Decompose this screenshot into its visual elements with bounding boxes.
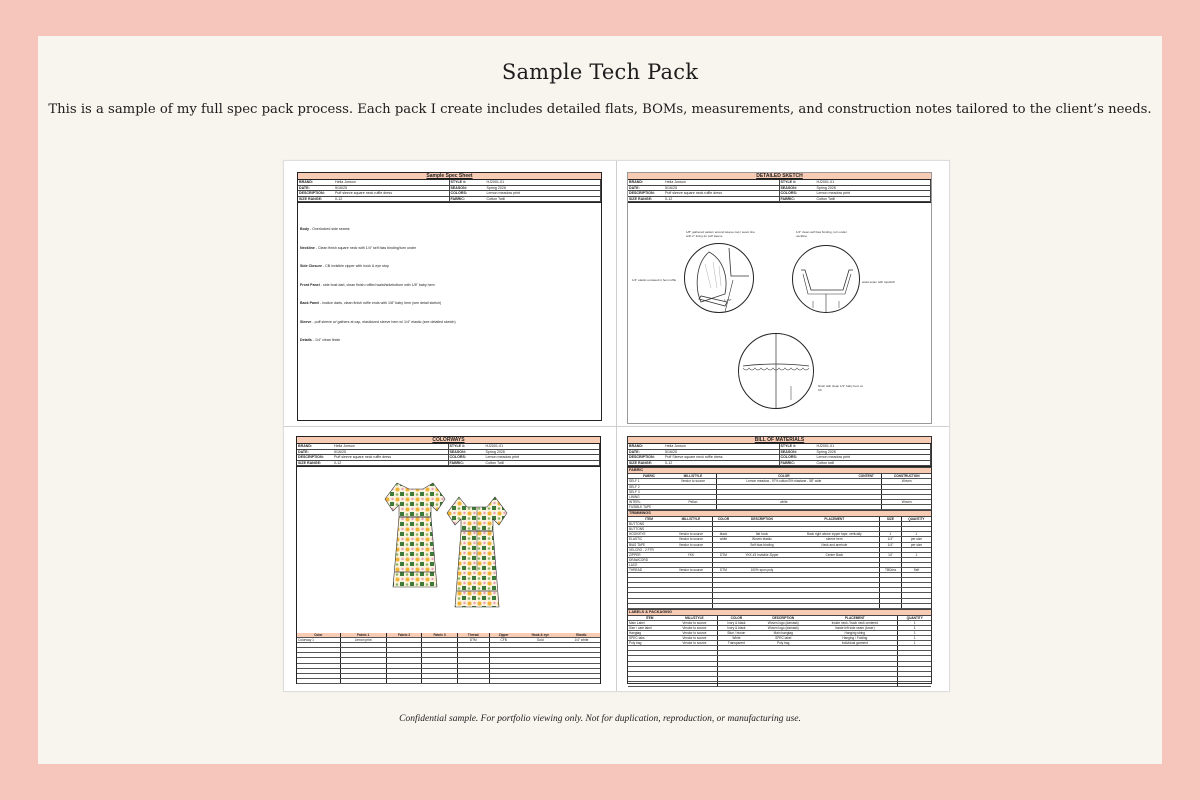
table-cell — [518, 678, 563, 683]
info-cell — [780, 461, 932, 467]
column-header: Fabric 1 — [340, 633, 386, 638]
info-label: SIZE RANGE: — [298, 460, 322, 465]
table-cell: Woven elastic — [734, 537, 789, 542]
intro-text: This is a sample of my full spec pack process. Each pack I create includes detailed flats, BOMs, measurements, and construction notes tailored to the client’s needs. — [48, 102, 1152, 117]
column-header: Hook & eye — [518, 633, 563, 638]
column-header: PLACEMENT — [812, 616, 898, 621]
info-value: Spring 2026 — [816, 449, 836, 454]
bom-title: BILL OF MATERIALS — [628, 437, 931, 444]
note-label: Side Closure — [300, 264, 322, 269]
table-cell: SPEC label — [754, 636, 812, 641]
info-label: DATE: — [629, 185, 640, 190]
table-cell — [489, 678, 518, 683]
info-value: Puff sleeve square neck ruffle dress — [335, 191, 392, 196]
info-cell — [780, 197, 932, 203]
info-label: FABRIC: — [449, 460, 465, 465]
info-value: 5/16/25 — [665, 449, 677, 454]
table-cell — [670, 603, 712, 608]
table-cell: LACE — [628, 562, 670, 567]
info-label: COLORS: — [450, 191, 468, 196]
info-label: COLORS: — [780, 455, 798, 460]
dress-back-illustration — [437, 491, 517, 621]
info-label: DESCRIPTION: — [298, 455, 324, 460]
construction-note: Details - 1/4" clean finish — [300, 338, 341, 343]
column-header: QUANTITY — [898, 616, 931, 621]
table-cell: Vendor to source — [670, 532, 712, 537]
info-value: HJ2001-01 — [486, 180, 505, 184]
confidential-notice: Confidential sample. For portfolio viewing only. Not for duplication, reproduction, or manufacturing use. — [399, 714, 801, 724]
column-header: PLACEMENT — [790, 517, 880, 522]
info-value: Hella Jonson — [335, 180, 356, 184]
info-label: SEASON: — [450, 185, 467, 190]
spec-sheet-info — [298, 180, 601, 203]
info-value: Spring 2026 — [816, 185, 836, 190]
column-header: MILL/STYLE — [671, 616, 718, 621]
info-cell — [628, 461, 780, 467]
table-cell: 100% spun poly — [734, 567, 789, 572]
table-cell: Woven — [882, 499, 931, 504]
table-cell — [734, 603, 789, 608]
table-cell: LINING — [628, 494, 670, 499]
table-cell: ZIPPER — [628, 552, 670, 557]
info-label: BRAND: — [629, 444, 644, 448]
table-cell: Vendor to source — [671, 641, 718, 646]
table-cell: Poly bag — [754, 641, 812, 646]
info-cell — [628, 197, 780, 203]
table-cell: YKK #3 Invisible Zipper — [734, 552, 789, 557]
info-value: HJ2001-01 — [485, 444, 504, 448]
table-cell: Vendor to source — [671, 620, 718, 625]
bom-labels-table — [628, 616, 931, 687]
info-label: FABRIC: — [780, 460, 796, 465]
info-label: SIZE RANGE: — [629, 460, 653, 465]
info-label: STYLE #: — [780, 444, 797, 448]
table-cell: Back right above zipper tape, vertically — [790, 532, 880, 537]
info-label: BRAND: — [629, 180, 644, 184]
column-header: Fabric 3 — [422, 633, 458, 638]
callout-elastic: 1/4" elastic encased in hem ruffle — [632, 278, 677, 282]
table-cell: YKK — [670, 552, 712, 557]
info-label: COLORS: — [780, 191, 798, 196]
table-cell: Inside left side seam (lower) — [812, 625, 898, 630]
bom-fabric-section: FABRIC — [628, 467, 931, 474]
table-cell: Main Label — [628, 620, 671, 625]
table-cell — [297, 678, 340, 683]
table-cell: TBD/ea — [880, 567, 902, 572]
table-cell — [712, 603, 734, 608]
note-label: Details — [300, 338, 312, 343]
callout-waist-seam: waist seam with topstitch — [862, 280, 896, 284]
table-cell: white — [716, 499, 850, 504]
info-cell — [449, 461, 601, 467]
info-label: STYLE #: — [450, 180, 467, 184]
detailed-sketch-page — [617, 161, 949, 426]
table-cell: BUTTONS — [628, 522, 670, 527]
table-cell: BUTTONS — [628, 527, 670, 532]
table-cell — [340, 678, 386, 683]
info-value: Lemon meadow print — [486, 191, 521, 196]
column-header: Thread — [457, 633, 489, 638]
table-cell: Ivory & black — [718, 620, 754, 625]
table-cell — [671, 681, 718, 686]
table-cell: 1 — [898, 641, 931, 646]
column-header: ITEM — [628, 616, 671, 621]
info-label: SIZE RANGE: — [299, 196, 323, 201]
info-value: HJ2001-01 — [816, 180, 835, 184]
table-cell: flat hook — [734, 532, 789, 537]
bom-sheet — [627, 436, 932, 684]
info-label: SEASON: — [780, 185, 797, 190]
table-cell: 1/4" — [880, 542, 902, 547]
table-cell: Vendor to source — [671, 636, 718, 641]
info-value: Spring 2026 — [485, 449, 505, 454]
info-value: Hella Jonson — [665, 180, 686, 184]
column-header: QUANTITY — [901, 517, 931, 522]
table-cell: THREAD — [628, 567, 670, 572]
table-cell: HOOK/EYE — [628, 532, 670, 537]
column-header: MILL/STYLE — [670, 517, 712, 522]
table-cell: DTM — [457, 638, 489, 643]
table-cell — [812, 681, 898, 686]
tech-pack-preview — [283, 160, 950, 692]
sleeve-detail-circle — [684, 243, 754, 313]
table-cell: VELCRO - 2 FTR — [628, 547, 670, 552]
table-cell — [716, 504, 850, 509]
table-cell — [901, 603, 931, 608]
table-cell: Vendor to source — [670, 537, 712, 542]
column-header: DESCRIPTION — [754, 616, 812, 621]
neckline-detail-drawing — [793, 246, 859, 312]
column-header: COLOR — [716, 474, 850, 479]
table-cell: Colorway 1 — [297, 638, 340, 643]
table-cell — [898, 681, 931, 686]
table-cell — [718, 681, 754, 686]
construction-note: Front Panel - side bust dart, clean finish ruffled waist/sidebottom with 1/8" baby hem — [300, 282, 435, 287]
table-cell: INTERL. — [628, 499, 670, 504]
table-cell: 1 — [901, 552, 931, 557]
table-cell: Hangtag — [628, 631, 671, 636]
info-label: DESCRIPTION: — [299, 191, 325, 196]
table-cell — [628, 603, 670, 608]
table-cell: Center Back — [790, 552, 880, 557]
table-cell: Woven logo (damask) — [754, 620, 812, 625]
info-value: Hella Jonson — [665, 444, 686, 448]
table-cell: DTM — [712, 552, 734, 557]
info-label: COLORS: — [449, 455, 467, 460]
table-cell: Lemon print — [340, 638, 386, 643]
callout-measure: 1 1/2" — [724, 298, 732, 302]
table-cell: Vendor to source — [670, 542, 712, 547]
table-cell: Individual garment — [812, 641, 898, 646]
info-cell — [298, 197, 450, 203]
colorways-table-wrap — [297, 633, 600, 684]
column-header: DESCRIPTION — [734, 517, 789, 522]
table-cell: white — [712, 537, 734, 542]
info-value: Cotton Twill — [485, 460, 505, 465]
bom-trimmings-table — [628, 517, 931, 609]
info-label: DESCRIPTION: — [629, 455, 655, 460]
table-cell: black — [712, 532, 734, 537]
table-cell: Poly bag — [628, 641, 671, 646]
column-header: CONTENT — [851, 474, 882, 479]
info-label: DESCRIPTION: — [629, 191, 655, 196]
table-cell — [457, 678, 489, 683]
table-cell: Woven logo (damask) — [754, 625, 812, 630]
bom-labels-section: LABELS & PACKAGING — [628, 609, 931, 616]
table-cell — [882, 504, 931, 509]
callout-neckline: 1/4" clean self bias binding, turn under neckline — [796, 230, 847, 238]
table-cell: 1/4" — [880, 537, 902, 542]
table-cell: per size — [901, 537, 931, 542]
info-value: Puff sleeve square neck ruffle dress — [334, 455, 391, 460]
spec-sheet — [297, 172, 602, 421]
column-header: Fabric 2 — [386, 633, 422, 638]
info-value: Puff sleeve square neck ruffle dress — [665, 191, 722, 196]
info-value: 5/16/25 — [334, 449, 346, 454]
info-label: BRAND: — [299, 180, 314, 184]
info-value: Lemon meadow print — [816, 455, 851, 460]
bom-page — [617, 427, 949, 691]
table-cell: 1/4" white — [563, 638, 600, 643]
table-cell: Transparent — [718, 641, 754, 646]
column-header: SIZE — [880, 517, 902, 522]
info-label: STYLE #: — [780, 180, 797, 184]
spec-sheet-page — [284, 161, 616, 426]
info-value: 0-12 — [665, 460, 673, 465]
column-header: Color — [297, 633, 340, 638]
construction-note: Neckline - Clean finish square neck with 1/4" self bias binding/turn under — [300, 245, 417, 250]
info-label: SEASON: — [780, 449, 797, 454]
table-cell: 1 — [901, 532, 931, 537]
table-cell: FUSIBLE TAPE — [628, 504, 670, 509]
spec-sheet-title: Sample Spec Sheet — [298, 173, 601, 180]
colorways-title: COLORWAYS — [297, 437, 600, 444]
table-cell: Vendor to source — [670, 567, 712, 572]
table-cell: Hanging string — [812, 631, 898, 636]
table-cell: per size — [901, 542, 931, 547]
table-cell: DTM — [712, 567, 734, 572]
empty-row — [628, 603, 931, 608]
bom-info — [628, 444, 931, 467]
table-cell: 1 — [898, 636, 931, 641]
empty-row — [297, 678, 600, 683]
table-cell: DRAWCORD — [628, 557, 670, 562]
table-cell: Vendor to source — [670, 479, 716, 484]
column-header: MILL/STYLE — [670, 474, 716, 479]
table-cell — [880, 603, 902, 608]
detailed-sketch-info — [628, 180, 931, 203]
colorways-page — [284, 427, 616, 691]
colorways-sheet — [296, 436, 601, 684]
table-cell — [851, 504, 882, 509]
note-label: Neckline — [300, 245, 315, 250]
note-label: Body — [300, 227, 309, 232]
detailed-sketch-sheet — [627, 172, 932, 424]
construction-note: Body - Overlocked side seams — [300, 227, 350, 232]
colorways-info — [297, 444, 600, 467]
table-cell: 1 — [898, 620, 931, 625]
column-header: FABRIC — [628, 474, 670, 479]
table-cell: Woven — [882, 479, 931, 484]
table-cell: CFB — [489, 638, 518, 643]
info-value: Lemon meadow print — [816, 191, 851, 196]
construction-note: Side Closure - CB invisible zipper with hook & eye stop — [300, 264, 389, 269]
callout-hem: finish with clean 1/4" baby hem at CF — [818, 384, 863, 392]
table-cell: 1 — [898, 631, 931, 636]
table-cell: Neck and armhole — [790, 542, 880, 547]
table-cell: Self bias binding — [734, 542, 789, 547]
info-value: Lemon meadow print — [485, 455, 520, 460]
info-label: SIZE RANGE: — [629, 196, 653, 201]
construction-note: Sleeve - puff sleeve w/ gathers at cap, elasticized sleeve hem w/ 1/4" elastic (see detailed sketch) — [300, 319, 456, 324]
table-cell: 1 — [880, 532, 902, 537]
table-row — [628, 504, 931, 509]
table-cell: 1 — [898, 625, 931, 630]
tech-pack-card — [38, 36, 1162, 764]
table-cell: sleeve hem — [790, 537, 880, 542]
column-header: Elastic — [563, 633, 600, 638]
table-cell — [422, 678, 458, 683]
column-header: COLOR — [718, 616, 754, 621]
dress-flat-back — [437, 491, 517, 626]
table-cell: 14" — [880, 552, 902, 557]
column-header: ITEM — [628, 517, 670, 522]
info-value: Cotton Twill — [816, 196, 836, 201]
column-header: COLOR — [712, 517, 734, 522]
sleeve-detail-drawing — [685, 244, 753, 312]
table-cell — [790, 603, 880, 608]
info-label: FABRIC: — [780, 196, 796, 201]
table-cell: SELF 2 — [628, 484, 670, 489]
page-title: Sample Tech Pack — [501, 60, 699, 84]
table-cell — [628, 681, 671, 686]
info-value: 5/16/25 — [335, 185, 347, 190]
callout-sleeve-cap: 1/8" gathered pattern around sleeve cap / seam line with 2" lining for puff sleeve — [686, 230, 755, 238]
info-value: Puff Sleeve square neck ruffle dress — [665, 455, 723, 460]
info-label: DATE: — [298, 449, 309, 454]
info-label: STYLE #: — [449, 444, 466, 448]
table-cell — [386, 678, 422, 683]
table-cell: Hanging / Folding — [812, 636, 898, 641]
info-value: 5/16/25 — [665, 185, 677, 190]
info-label: DATE: — [629, 449, 640, 454]
info-value: Spring 2026 — [486, 185, 506, 190]
hem-detail-drawing — [739, 334, 813, 408]
info-value: Cotton twill — [816, 460, 835, 465]
neckline-detail-circle — [792, 245, 860, 313]
note-label: Sleeve — [300, 319, 312, 324]
info-label: BRAND: — [298, 444, 313, 448]
table-cell — [670, 504, 716, 509]
table-cell: Lemon meadow - 97% cotton/3% elastane - 58" wide — [716, 479, 850, 484]
hem-detail-circle — [738, 333, 814, 409]
info-value: 0-12 — [665, 196, 673, 201]
info-value: HJ2001-01 — [816, 444, 835, 448]
table-cell: ELASTIC — [628, 537, 670, 542]
bom-trimmings-section: TRIMMINGS — [628, 510, 931, 517]
table-cell: Inside neck / back neck centered — [812, 620, 898, 625]
table-cell: Self — [901, 567, 931, 572]
info-value: 0-12 — [335, 196, 343, 201]
bom-fabric-table — [628, 474, 931, 510]
table-cell: BIAS TAPE — [628, 542, 670, 547]
info-value: Hella Jonson — [334, 444, 355, 448]
info-value: 0-12 — [334, 460, 342, 465]
info-label: SEASON: — [449, 449, 466, 454]
column-header: CONSTRUCTION — [882, 474, 931, 479]
table-cell: Vendor to source — [671, 625, 718, 630]
column-header: Zipper — [489, 633, 518, 638]
table-cell: Blue / brown — [718, 631, 754, 636]
table-cell: Main hangtag — [754, 631, 812, 636]
table-cell — [563, 678, 600, 683]
empty-row — [628, 681, 931, 686]
detailed-sketch-title: DETAILED SKETCH — [628, 173, 931, 180]
table-cell: Gold — [518, 638, 563, 643]
table-cell: White — [718, 636, 754, 641]
table-cell: Size / care label — [628, 625, 671, 630]
table-cell: Ivory & black — [718, 625, 754, 630]
colorways-table — [297, 633, 600, 684]
table-cell: Vendor to source — [671, 631, 718, 636]
info-value: Cotton Twill — [486, 196, 506, 201]
table-cell — [754, 681, 812, 686]
table-cell: SPEC tabs — [628, 636, 671, 641]
table-cell: Pellon — [670, 499, 716, 504]
table-cell: SELF 1 — [628, 479, 670, 484]
note-label: Front Panel — [300, 282, 320, 287]
info-cell — [450, 197, 602, 203]
note-label: Back Panel — [300, 301, 320, 306]
info-label: DATE: — [299, 185, 310, 190]
table-cell: SELF 3 — [628, 489, 670, 494]
construction-note: Back Panel - bodice darts, clean finish ruffle ends with 1/8" baby hem (see detail sketch) — [300, 301, 442, 306]
info-cell — [297, 461, 449, 467]
info-label: FABRIC: — [450, 196, 466, 201]
